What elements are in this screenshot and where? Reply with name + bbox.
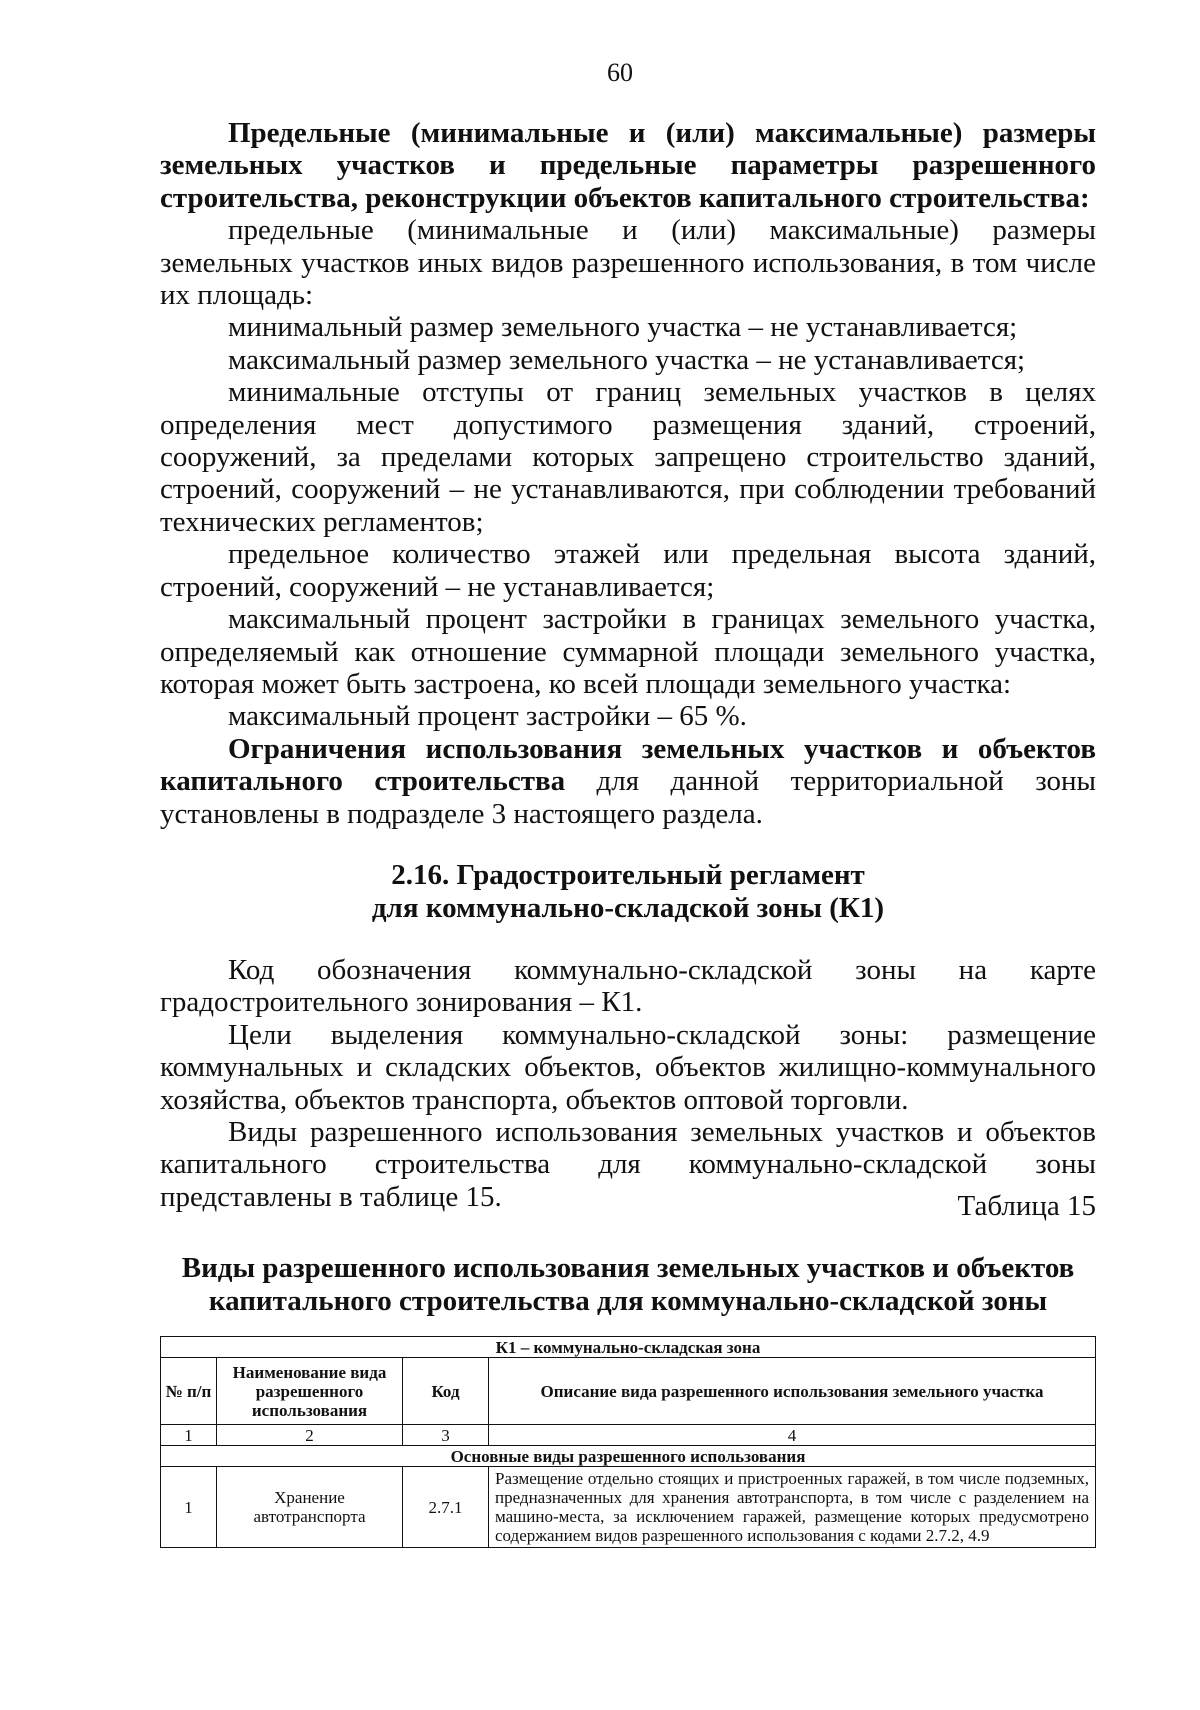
row-code: 2.7.1 [403, 1467, 489, 1548]
group-header-cell: Основные виды разрешенного использования [161, 1446, 1096, 1467]
table-title-line2: капитального строительства для коммунально-складской зоны [208, 1285, 1048, 1317]
paragraph-restrictions [160, 733, 1096, 830]
row-num: 1 [161, 1467, 217, 1548]
paragraph-zone-goals: Цели выделения коммунально-складской зоны: размещение коммунальных и складских объектов, объектов жилищно-коммунального хозяйства, объектов транспорта, объектов оптовой торговли. [160, 1018, 1096, 1116]
table-title-line1: Виды разрешенного использования земельных участков и объектов [181, 1252, 1075, 1284]
col-header-code: Код [403, 1358, 489, 1425]
paragraph-setbacks: минимальные отступы от границ земельных участков в целях определения мест допустимого размещения зданий, строений, сооружений, за пределами которых запрещено строительство зданий, строений, сооружений – не устанавливаются, при соблюдении требований технических регламентов; [160, 376, 1096, 538]
zone-header-cell: К1 – коммунально-складская зона [161, 1337, 1096, 1358]
col-number-4: 4 [489, 1425, 1096, 1446]
paragraph-build-percent-value: максимальный процент застройки – 65 %. [228, 700, 747, 733]
col-number-2: 2 [217, 1425, 403, 1446]
restrictions-rest: для данной территориальной зоны установлены в подразделе 3 настоящего раздела. [160, 765, 1097, 830]
table-row [161, 1467, 1096, 1548]
zone-table [160, 1336, 1096, 1548]
page-number: 60 [607, 58, 633, 87]
paragraph-zone-code: Код обозначения коммунально-складской зоны на карте градостроительного зонирования – К1. [160, 953, 1096, 1019]
row-description: Размещение отдельно стоящих и пристроенных гаражей, в том числе подземных, предназначенных для хранения автотранспорта, в том числе с разделением на машино-места, за исключением гаражей, размещение которых предусмотрено содержанием видов разрешенного использования с кодами 2.7.2, 4.9 [489, 1467, 1096, 1548]
paragraph-plot-sizes: предельные (минимальные и (или) максимальные) размеры земельных участков иных видов разрешенного использования, в том числе их площадь: [160, 214, 1096, 312]
section-heading-line1: 2.16. Градостроительный регламент [391, 858, 865, 891]
paragraph-build-percent: максимальный процент застройки в границах земельного участка, определяемый как отношение суммарной площади земельного участка, которая может быть застроена, ко всей площади земельного участка: [160, 603, 1096, 700]
group-header-row [161, 1446, 1096, 1467]
row-name: Хранение автотранспорта [217, 1467, 403, 1548]
paragraph-min-size: минимальный размер земельного участка – не устанавливается; [228, 311, 1018, 344]
zone-header-row [161, 1337, 1096, 1358]
paragraph-limits-heading: Предельные (минимальные и (или) максимальные) размеры земельных участков и предельные параметры разрешенного строительства, реконструкции объектов капитального строительства: [160, 117, 1096, 214]
column-header-row [161, 1358, 1096, 1425]
section-heading-line2: для коммунально-складской зоны (К1) [371, 891, 885, 924]
paragraph-floors: предельное количество этажей или предельная высота зданий, строений, сооружений – не устанавливается; [160, 538, 1096, 603]
col-header-name: Наименование вида разрешенного использования [217, 1358, 403, 1425]
column-number-row [161, 1425, 1096, 1446]
col-header-num: № п/п [161, 1358, 217, 1425]
restrictions-bold: Ограничения использования земельных участков и объектов капитального строительства [160, 732, 1096, 798]
table-title [160, 1252, 1096, 1318]
body-text [160, 117, 1096, 1213]
paragraph-table-reference: Виды разрешенного использования земельных участков и объектов капитального строительства для коммунально-складской зоны представлены в таблице 15. [160, 1115, 1096, 1213]
table-number: Таблица 15 [957, 1190, 1096, 1222]
paragraph-max-size: максимальный размер земельного участка – не устанавливается; [228, 343, 1026, 376]
col-number-1: 1 [161, 1425, 217, 1446]
col-number-3: 3 [403, 1425, 489, 1446]
col-header-description: Описание вида разрешенного использования земельного участка [489, 1358, 1096, 1425]
